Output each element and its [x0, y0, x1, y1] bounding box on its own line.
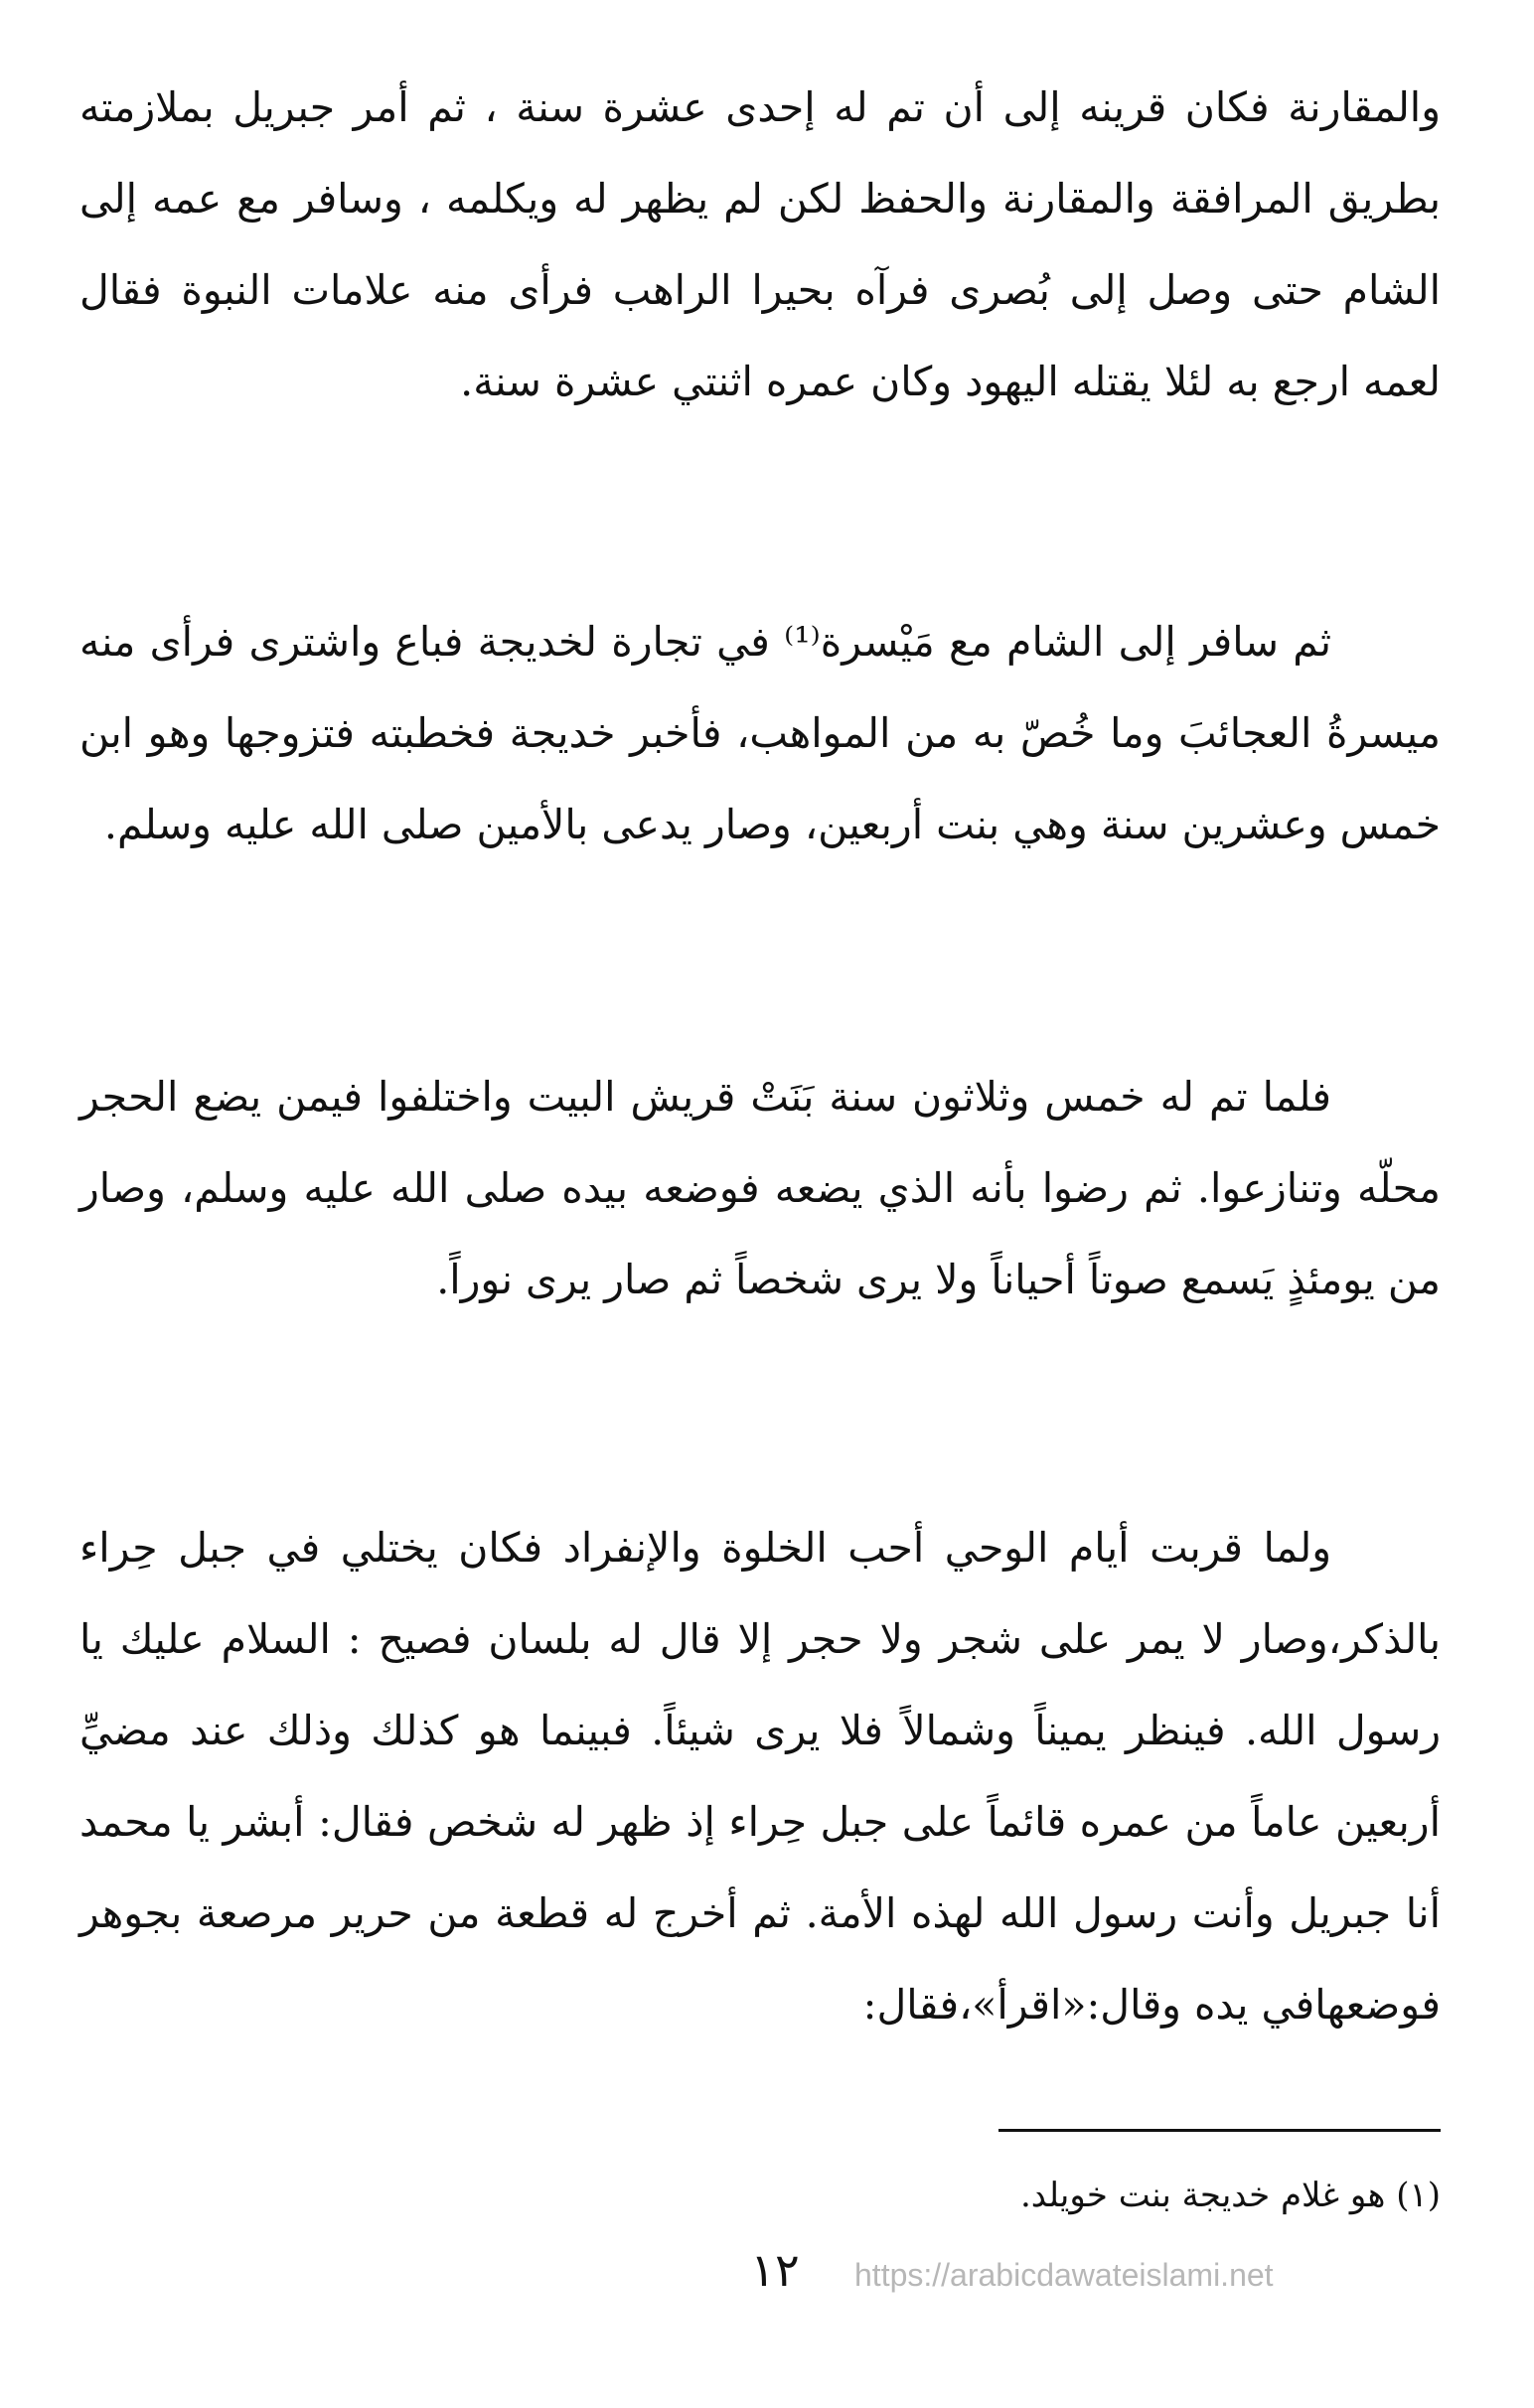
paragraph-2 [79, 596, 1441, 870]
paragraph-text: فلما تم له خمس وثلاثون سنة بَنَتْ قريش البيت واختلفوا فيمن يضع الحجر محلّه وتنازعوا. ثم رضوا بأنه الذي يضعه فوضعه بيده صلى الله عليه وسلم، وصار من يومئذٍ يَسمع صوتاً أحياناً ولا يرى شخصاً ثم صار يرى نوراً. [79, 1073, 1441, 1303]
watermark-url: https://arabicdawateislami.net [854, 2257, 1274, 2293]
paragraph-text: ولما قربت أيام الوحي أحب الخلوة والإنفراد فكان يختلي في جبل حِراء بالذكر،وصار لا يمر على شجر ولا حجر إلا قال له بلسان فصيح : السلام عليك يا رسول الله. فينظر يميناً وشمالاً فلا يرى شيئاً. فبينما هو كذلك وذلك عند مضيِّ أربعين عاماً من عمره قائماً على جبل حِراء إذ ظهر له شخص فقال: أبشر يا محمد أنا جبريل وأنت رسول الله لهذه الأمة. ثم أخرج له قطعة من حرير مرصعة بجوهر فوضعهافي يده وقال:«اقرأ»،فقال: [79, 1524, 1441, 2029]
footnote: (١) هو غلام خديجة بنت خويلد. [1019, 2176, 1441, 2215]
paragraph-text: ثم سافر إلى الشام مع مَيْسرة⁽¹⁾ في تجارة لخديجة فباع واشترى فرأى منه ميسرةُ العجائبَ وما خُصّ به من المواهب، فأخبر خديجة فخطبته فتزوجها وهو ابن خمس وعشرين سنة وهي بنت أربعين، وصار يدعى بالأمين صلى الله عليه وسلم. [79, 618, 1441, 848]
paragraph-3 [79, 1051, 1441, 1325]
footnote-separator [998, 2129, 1441, 2132]
paragraph-4 [79, 1502, 1441, 2050]
paragraph-text: والمقارنة فكان قرينه إلى أن تم له إحدى عشرة سنة ، ثم أمر جبريل بملازمته بطريق المرافقة والمقارنة والحفظ لكن لم يظهر له ويكلمه ، وسافر مع عمه إلى الشام حتى وصل إلى بُصرى فرآه بحيرا الراهب فرأى منه علامات النبوة فقال لعمه ارجع به لئلا يقتله اليهود وكان عمره اثنتي عشرة سنة. [79, 83, 1441, 405]
page-number: ١٢ [750, 2243, 800, 2297]
paragraph-1 [79, 62, 1441, 427]
